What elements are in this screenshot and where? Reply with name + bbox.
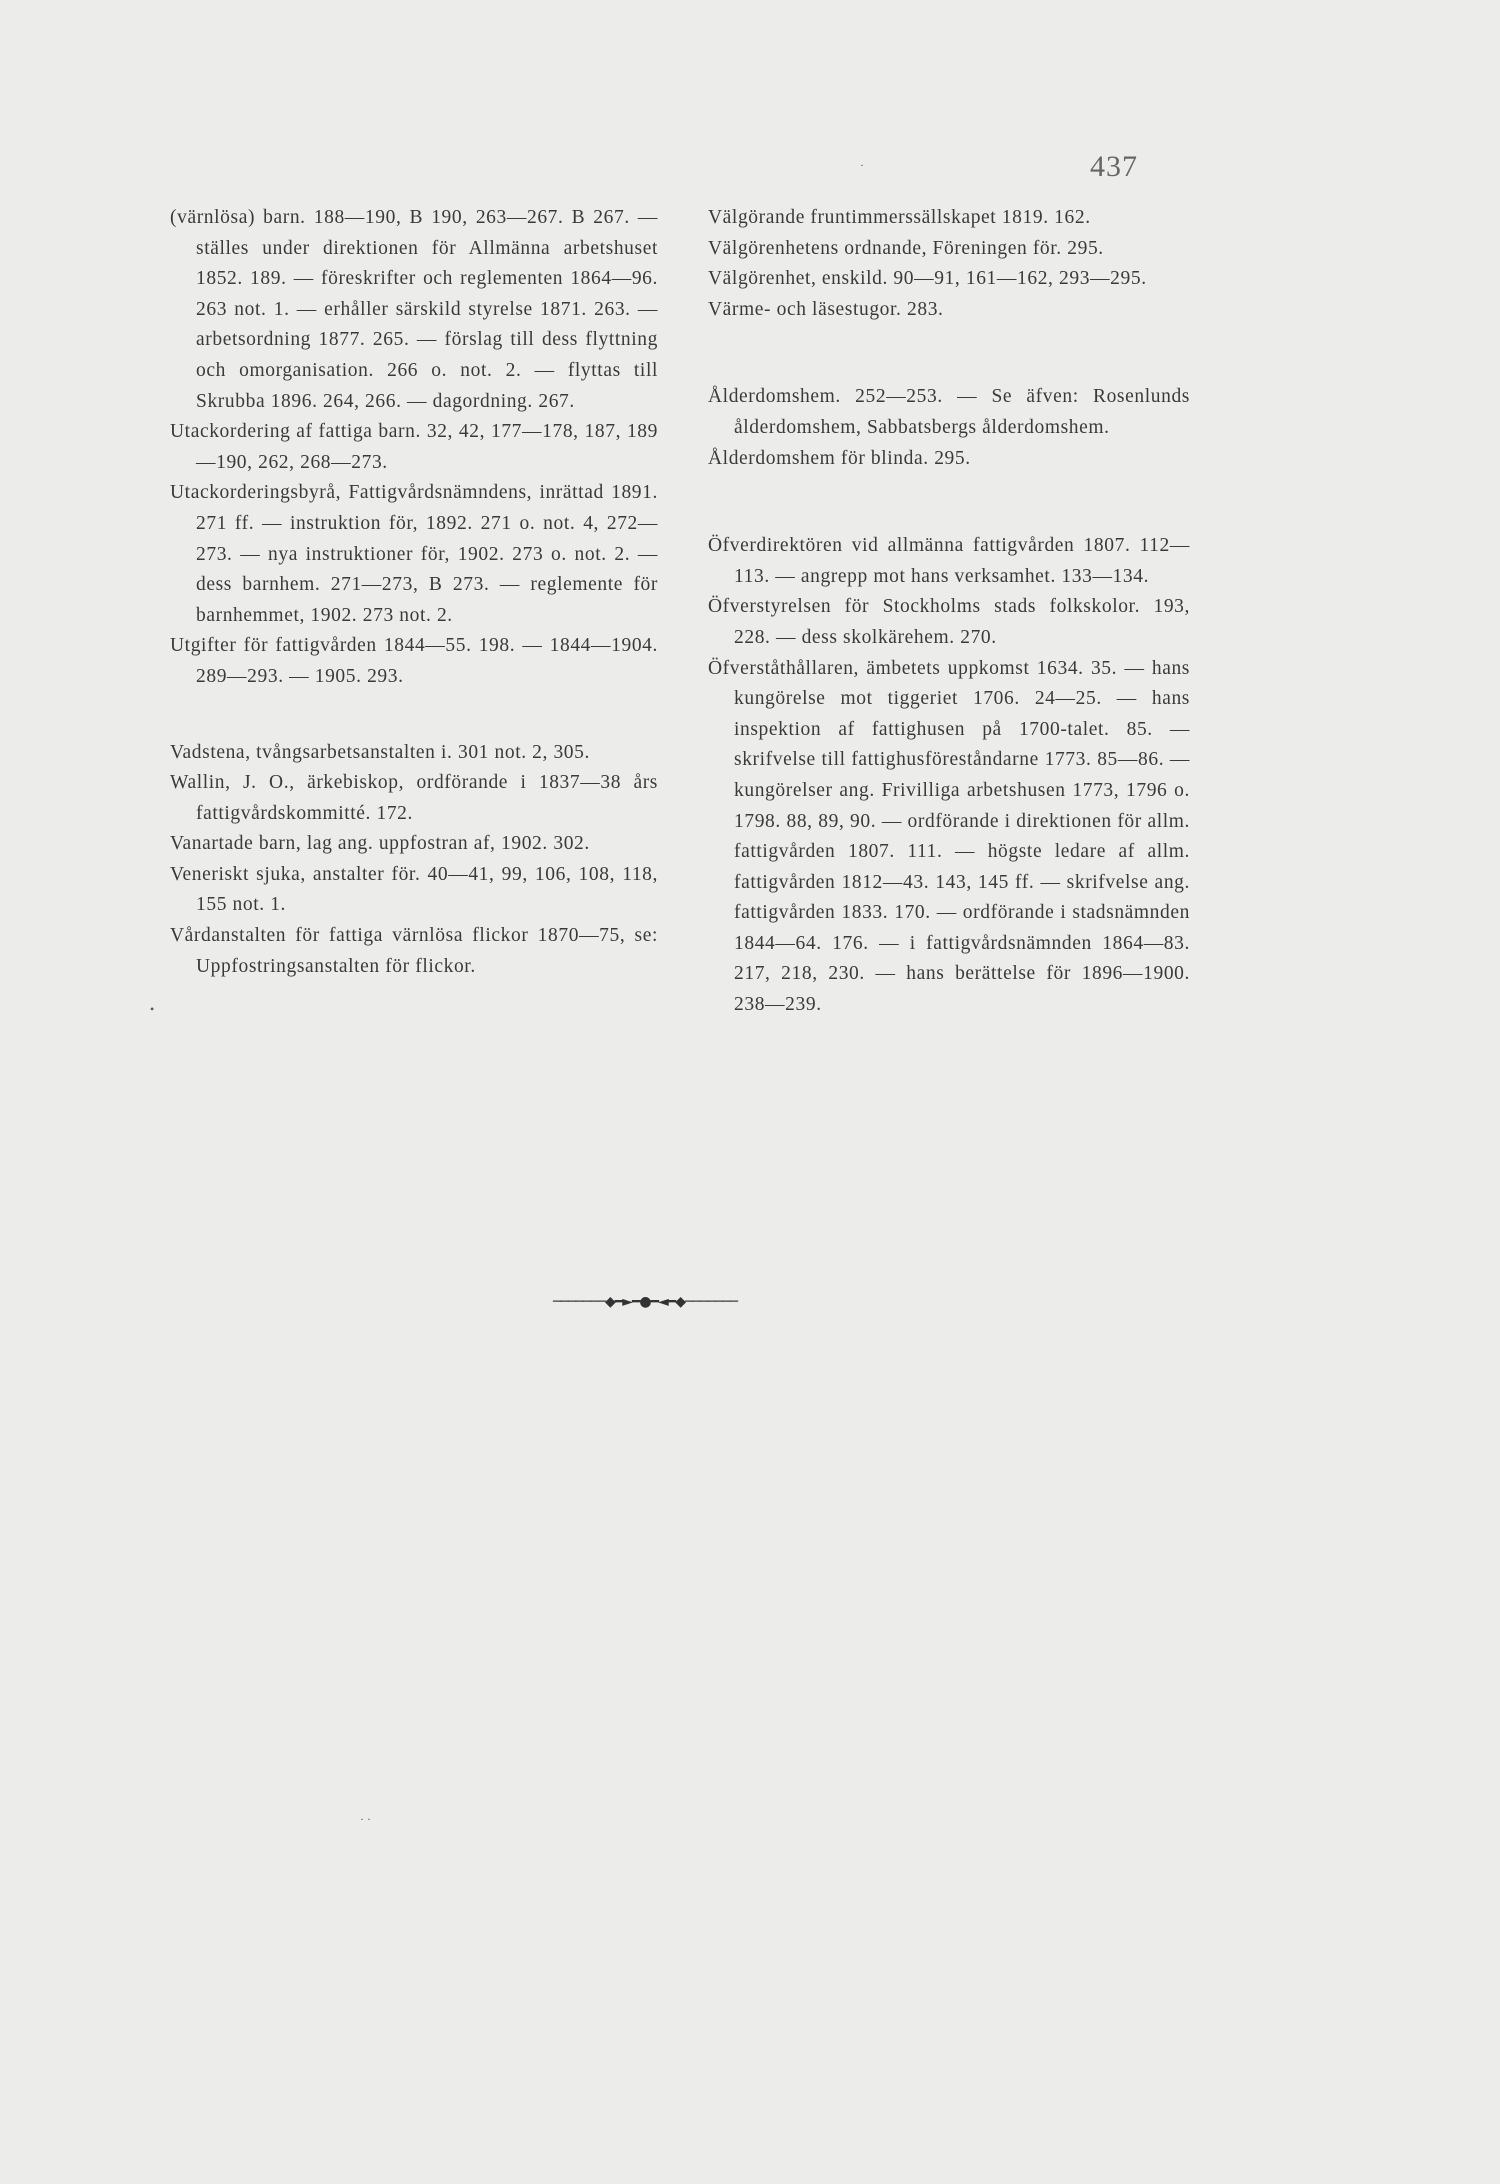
index-entry: Ålderdomshem. 252—253. — Se äfven: Rosenlunds ålderdomshem, Sabbatsbergs ålderdomshem. [708, 386, 1190, 438]
index-entry: Välgörenhet, enskild. 90—91, 161—162, 293—295. [708, 268, 1147, 290]
print-mark: · · [360, 1812, 371, 1826]
index-entry: Utackorderingsbyrå, Fattigvårdsnämndens, inrättad 1891. 271 ff. — instruktion för, 1892. 271 o. not. 4, 272—273. — nya instruktioner för, 1902. 273 o. not. 2. — dess barnhem. 271—273, B 273. — reglemente för barnhemmet, 1902. 273 not. 2. [170, 482, 658, 626]
index-entry: Vanartade barn, lag ang. uppfostran af, 1902. 302. [170, 833, 590, 855]
index-column-left [170, 203, 658, 982]
index-column-right [708, 203, 1190, 1021]
index-entry: Ålderdomshem för blinda. 295. [708, 447, 971, 469]
index-entry: Öfverståthållaren, ämbetets uppkomst 1634. 35. — hans kungörelse mot tiggeriet 1706. 24—25. — hans inspektion af fattighusen på 1700-talet. 85. — skrifvelse till fattighusföreståndarne 1773. 85—86. — kungörelser ang. Frivilliga arbetshusen 1773, 1796 o. 1798. 88, 89, 90. — ordförande i direktionen för allm. fattigvården 1807. 111. — högste ledare af allm. fattigvården 1812—43. 143, 145 ff. — skrifvelse ang. fattigvården 1833. 170. — ordförande i stadsnämnden 1844—64. 176. — i fattigvårdsnämnden 1864—83. 217, 218, 230. — hans berättelse för 1896—1900. 238—239. [708, 657, 1190, 1016]
index-entry: Öfverstyrelsen för Stockholms stads folkskolor. 193, 228. — dess skolkärehem. 270. [708, 596, 1190, 648]
index-entry: Välgörande fruntimmerssällskapet 1819. 162. [708, 207, 1091, 228]
index-entry: Veneriskt sjuka, anstalter för. 40—41, 99, 106, 108, 118, 155 not. 1. [170, 863, 658, 916]
index-entry: Utgifter för fattigvården 1844—55. 198. — 1844—1904. 289—293. — 1905. 293. [170, 635, 658, 687]
index-entry: Utackordering af fattiga barn. 32, 42, 177—178, 187, 189—190, 262, 268—273. [170, 421, 658, 473]
index-entry: Öfverdirektören vid allmänna fattigvården 1807. 112—113. — angrepp mot hans verksamhet. 133—134. [708, 535, 1190, 587]
index-entry: (värnlösa) barn. 188—190, B 190, 263—267. B 267. — ställes under direktionen för Allmänna arbetshuset 1852. 189. — föreskrifter och reglementen 1864—96. 263 not. 1. — erhåller särskild styrelse 1871. 263. — arbetsordning 1877. 265. — förslag till dess flyttning och omorganisation. 266 o. not. 2. — flyttas till Skrubba 1896. 264, 266. — dagordning. 267. [170, 207, 658, 412]
ornamental-divider: ───────◆━►━●━◄━◆─────── [553, 1294, 737, 1310]
print-mark: • [150, 1002, 155, 1016]
index-entry: Vårdanstalten för fattiga värnlösa flickor 1870—75, se: Uppfostringsanstalten för flickor. [170, 925, 658, 977]
index-entry: Värme- och läsestugor. 283. [708, 298, 944, 320]
print-mark: · [860, 158, 864, 172]
index-entry: Vadstena, tvångsarbetsanstalten i. 301 not. 2, 305. [170, 741, 590, 763]
index-entry: Wallin, J. O., ärkebiskop, ordförande i 1837—38 års fattigvårdskommitté. 172. [170, 772, 658, 824]
index-entry: Välgörenhetens ordnande, Föreningen för. 295. [708, 237, 1104, 259]
page-number: 437 [1090, 150, 1138, 183]
